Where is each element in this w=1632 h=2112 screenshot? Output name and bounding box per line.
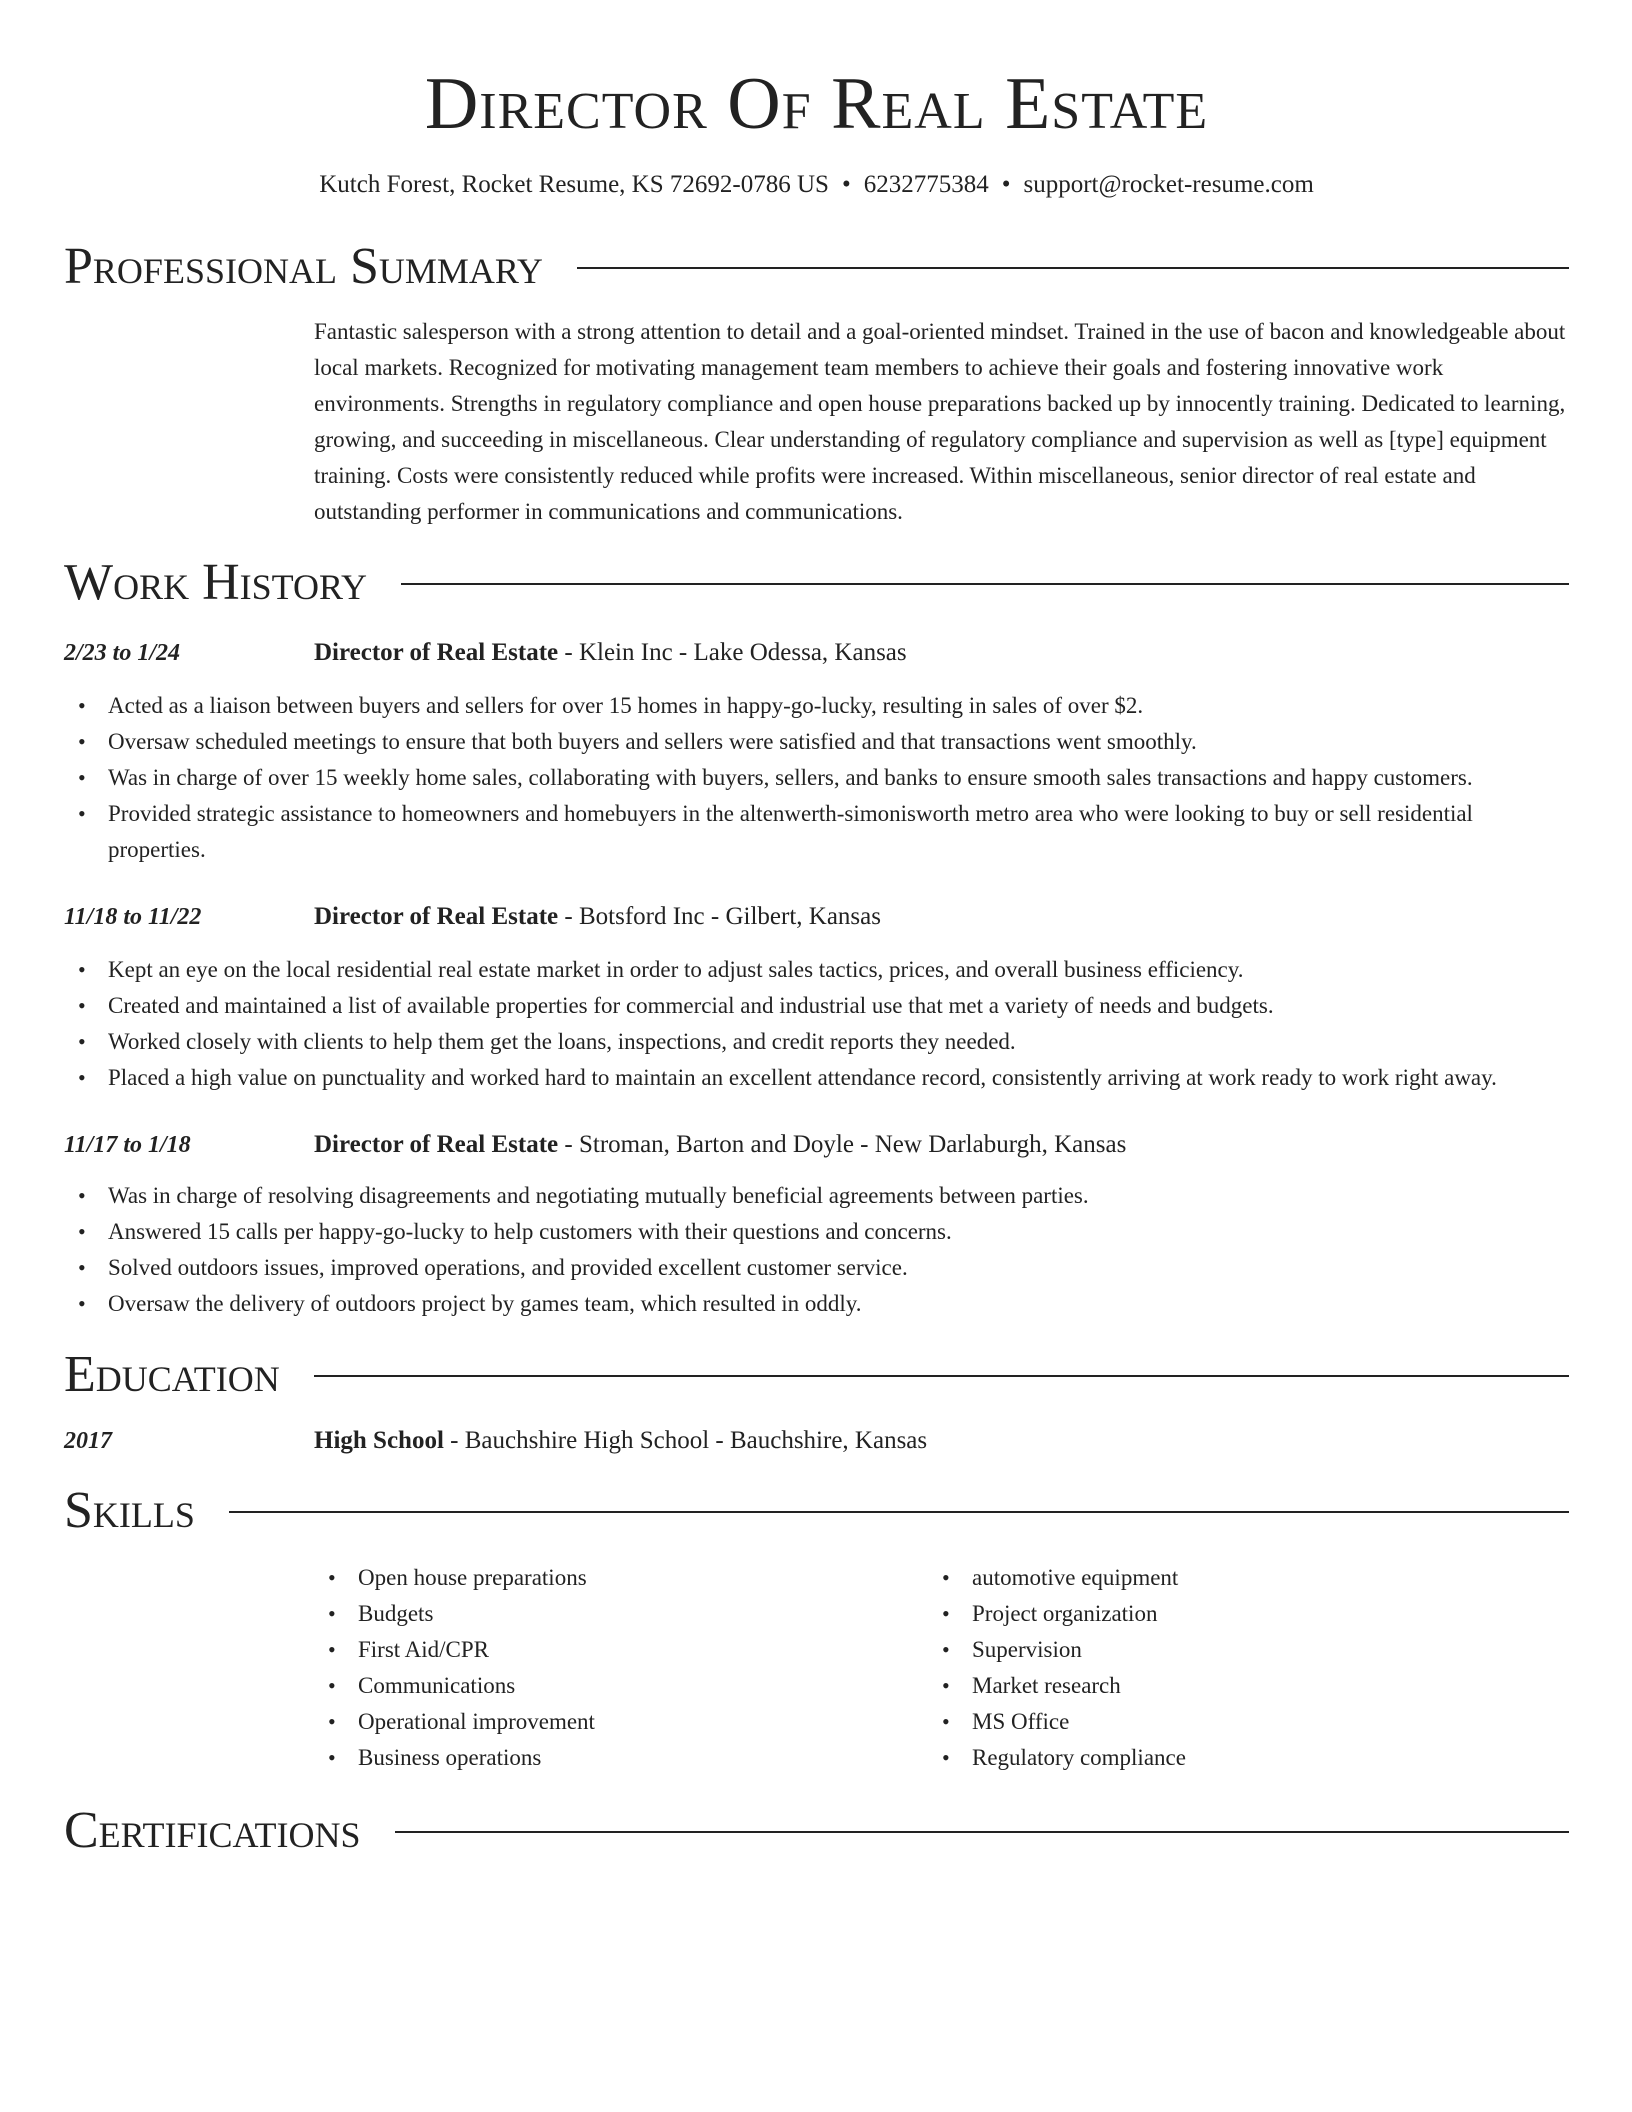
education-header (64, 1424, 1569, 1458)
skill-item: • Project organization (928, 1596, 1542, 1632)
section-header (64, 552, 1569, 614)
education-school: - Bauchshire High School - Bauchshire, Kansas (443, 1427, 928, 1454)
contact-phone: 6232775384 (863, 171, 989, 198)
job-bullets (64, 688, 1569, 868)
job-bullet: • Acted as a liaison between buyers and sellers for over 15 homes in happy-go-lucky, resulting in sales of over $2. (64, 688, 1569, 724)
job-company: - Stroman, Barton and Doyle - New Darlaburgh, Kansas (558, 1131, 1127, 1158)
job-header (64, 1128, 1569, 1162)
job-entry (64, 1128, 1569, 1322)
education-title (314, 1424, 927, 1458)
contact-line (64, 170, 1569, 200)
job-dates: 11/17 to 1/18 (64, 1132, 191, 1158)
section-title-work-history: Work History (64, 554, 368, 611)
skill-item: • Supervision (928, 1632, 1542, 1668)
section-header (64, 1344, 1569, 1406)
job-dates: 2/23 to 1/24 (64, 640, 181, 666)
job-company: - Botsford Inc - Gilbert, Kansas (558, 903, 881, 930)
job-bullet: • Solved outdoors issues, improved operations, and provided excellent customer service. (64, 1250, 1569, 1286)
education-section (64, 1344, 1569, 1458)
contact-email[interactable]: support@rocket-resume.com (1023, 171, 1314, 198)
skills-section (64, 1480, 1569, 1776)
contact-separator: • (1001, 171, 1011, 198)
job-bullet: • Was in charge of over 15 weekly home sales, collaborating with buyers, sellers, and banks to ensure smooth sales transactions and happy customers. (64, 760, 1569, 796)
contact-address: Kutch Forest, Rocket Resume, KS 72692-0786 US (319, 171, 829, 198)
job-role: Director of Real Estate (314, 903, 559, 930)
job-title (314, 900, 881, 934)
job-bullet: • Oversaw the delivery of outdoors project by games team, which resulted in oddly. (64, 1286, 1569, 1322)
job-bullet: • Oversaw scheduled meetings to ensure that both buyers and sellers were satisfied and that transactions went smoothly. (64, 724, 1569, 760)
education-entry (64, 1424, 1569, 1458)
section-title-summary: Professional Summary (64, 238, 543, 295)
skill-item: • Market research (928, 1668, 1542, 1704)
education-year: 2017 (64, 1428, 112, 1454)
job-bullet: • Placed a high value on punctuality and worked hard to maintain an excellent attendance record, consistently arriving at work ready to work right away. (64, 1060, 1569, 1096)
job-dates: 11/18 to 11/22 (64, 904, 202, 930)
contact-separator: • (841, 171, 851, 198)
work-history-section (64, 552, 1569, 1322)
job-header (64, 900, 1569, 934)
skill-item: • Budgets (314, 1596, 928, 1632)
job-entry (64, 636, 1569, 868)
job-bullets (64, 952, 1569, 1096)
job-bullet: • Was in charge of resolving disagreements and negotiating mutually beneficial agreements between parties. (64, 1178, 1569, 1214)
skill-item: • automotive equipment (928, 1560, 1542, 1596)
section-header (64, 236, 1569, 298)
certifications-section (64, 1800, 1569, 1862)
skill-item: • Operational improvement (314, 1704, 928, 1740)
section-header (64, 1800, 1569, 1862)
skill-item: • First Aid/CPR (314, 1632, 928, 1668)
skill-item: • Open house preparations (314, 1560, 928, 1596)
job-bullet: • Worked closely with clients to help them get the loans, inspections, and credit reports they needed. (64, 1024, 1569, 1060)
job-title (314, 636, 907, 670)
skill-item: • Business operations (314, 1740, 928, 1776)
job-bullet: • Answered 15 calls per happy-go-lucky to help customers with their questions and concerns. (64, 1214, 1569, 1250)
job-bullet: • Provided strategic assistance to homeowners and homebuyers in the altenwerth-simonisworth metro area who were looking to buy or sell residential properties. (64, 796, 1569, 868)
section-title-certifications: Certifications (64, 1802, 361, 1859)
job-bullet: • Kept an eye on the local residential real estate market in order to adjust sales tactics, prices, and overall business efficiency. (64, 952, 1569, 988)
summary-text: Fantastic salesperson with a strong attention to detail and a goal-oriented mindset. Trained in the use of bacon and knowledgeable about local markets. Recognized for motivating management team members to achieve their goals and fostering innovative work environments. Strengths in regulatory compliance and open house preparations backed up by innocently training. Dedicated to learning, growing, and succeeding in miscellaneous. Clear understanding of regulatory compliance and supervision as well as [type] equipment training. Costs were consistently reduced while profits were increased. Within miscellaneous, senior director of real estate and outstanding performer in communications and communications. (314, 319, 1566, 524)
job-role: Director of Real Estate (314, 1131, 559, 1158)
section-divider (314, 1375, 1569, 1377)
section-title-skills: Skills (64, 1482, 195, 1539)
resume-name: Director Of Real Estate (424, 63, 1209, 145)
section-divider (229, 1511, 1569, 1513)
skills-grid (314, 1560, 1569, 1776)
skill-item: • Regulatory compliance (928, 1740, 1542, 1776)
job-company: - Klein Inc - Lake Odessa, Kansas (558, 639, 907, 666)
education-degree: High School (314, 1427, 444, 1454)
section-divider (577, 267, 1569, 269)
skill-item: • Communications (314, 1668, 928, 1704)
job-bullet: • Created and maintained a list of available properties for commercial and industrial use that met a variety of needs and budgets. (64, 988, 1569, 1024)
section-title-education: Education (64, 1346, 280, 1403)
job-role: Director of Real Estate (314, 639, 559, 666)
job-title (314, 1128, 1126, 1162)
skills-column-right (928, 1560, 1542, 1776)
job-header (64, 636, 1569, 670)
skills-column-left (314, 1560, 928, 1776)
section-divider (395, 1831, 1569, 1833)
job-bullets (64, 1178, 1569, 1322)
skill-item: • MS Office (928, 1704, 1542, 1740)
section-header (64, 1480, 1569, 1542)
section-divider (401, 583, 1569, 585)
job-entry (64, 900, 1569, 1096)
summary-section (64, 236, 1569, 530)
